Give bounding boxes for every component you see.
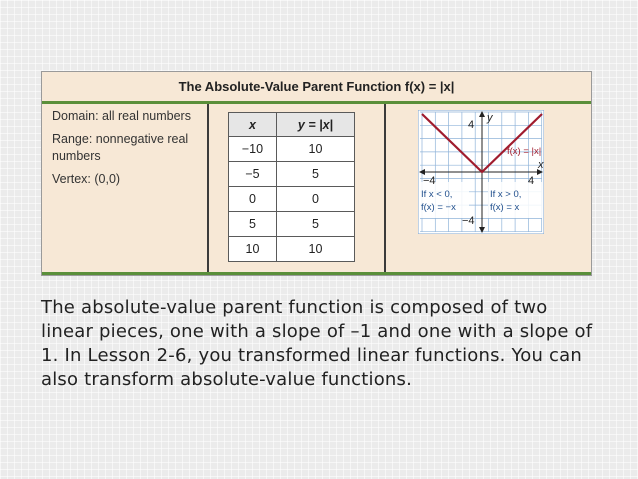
figure-title: The Absolute-Value Parent Function f(x) = |x| <box>178 79 455 94</box>
cell-y: 10 <box>276 237 354 262</box>
tick-label-right: 4 <box>528 175 535 187</box>
cell-y: 10 <box>276 137 354 162</box>
table-row <box>229 162 355 187</box>
vertex-text: Vertex: (0,0) <box>52 172 121 186</box>
tick-label-left: −4 <box>423 175 436 187</box>
table-row <box>229 187 355 212</box>
cell-x: −10 <box>229 137 277 162</box>
cell-y: 5 <box>276 162 354 187</box>
values-table <box>228 112 355 262</box>
title-rule <box>42 101 591 104</box>
column-divider-right <box>384 104 386 272</box>
table-row <box>229 237 355 262</box>
cell-x: 5 <box>229 212 277 237</box>
x-axis-label: x <box>538 159 544 171</box>
range-text: Range: nonnegative real numbers <box>52 132 189 163</box>
table-row <box>229 137 355 162</box>
figure-bottom-rule <box>42 272 591 275</box>
tick-label-top: 4 <box>468 119 475 131</box>
tick-label-bottom: −4 <box>462 215 475 227</box>
header-x: x <box>229 113 277 137</box>
caption-text: The absolute-value parent function is composed of two linear pieces, one with a slope of –1 and one with a slope of 1. In Lesson 2-6, you transformed linear functions. You can also transform absolute-value functions. <box>41 297 593 390</box>
left-piece-rule: f(x) = −x <box>421 202 456 213</box>
table-row <box>229 212 355 237</box>
y-axis-label: y <box>487 112 493 124</box>
left-piece-condition: If x < 0, <box>421 189 453 200</box>
function-properties <box>52 108 202 194</box>
cell-x: −5 <box>229 162 277 187</box>
table-header-row <box>229 113 355 137</box>
figure-box <box>41 71 592 276</box>
right-piece-condition: If x > 0, <box>490 189 522 200</box>
domain-text: Domain: all real numbers <box>52 109 191 123</box>
function-label: f(x) = |x| <box>507 146 542 157</box>
cell-y: 0 <box>276 187 354 212</box>
cell-x: 10 <box>229 237 277 262</box>
column-divider-left <box>207 104 209 272</box>
right-piece-rule: f(x) = x <box>490 202 520 213</box>
absolute-value-graph <box>418 110 544 234</box>
cell-x: 0 <box>229 187 277 212</box>
cell-y: 5 <box>276 212 354 237</box>
header-y: y = |x| <box>276 113 354 137</box>
